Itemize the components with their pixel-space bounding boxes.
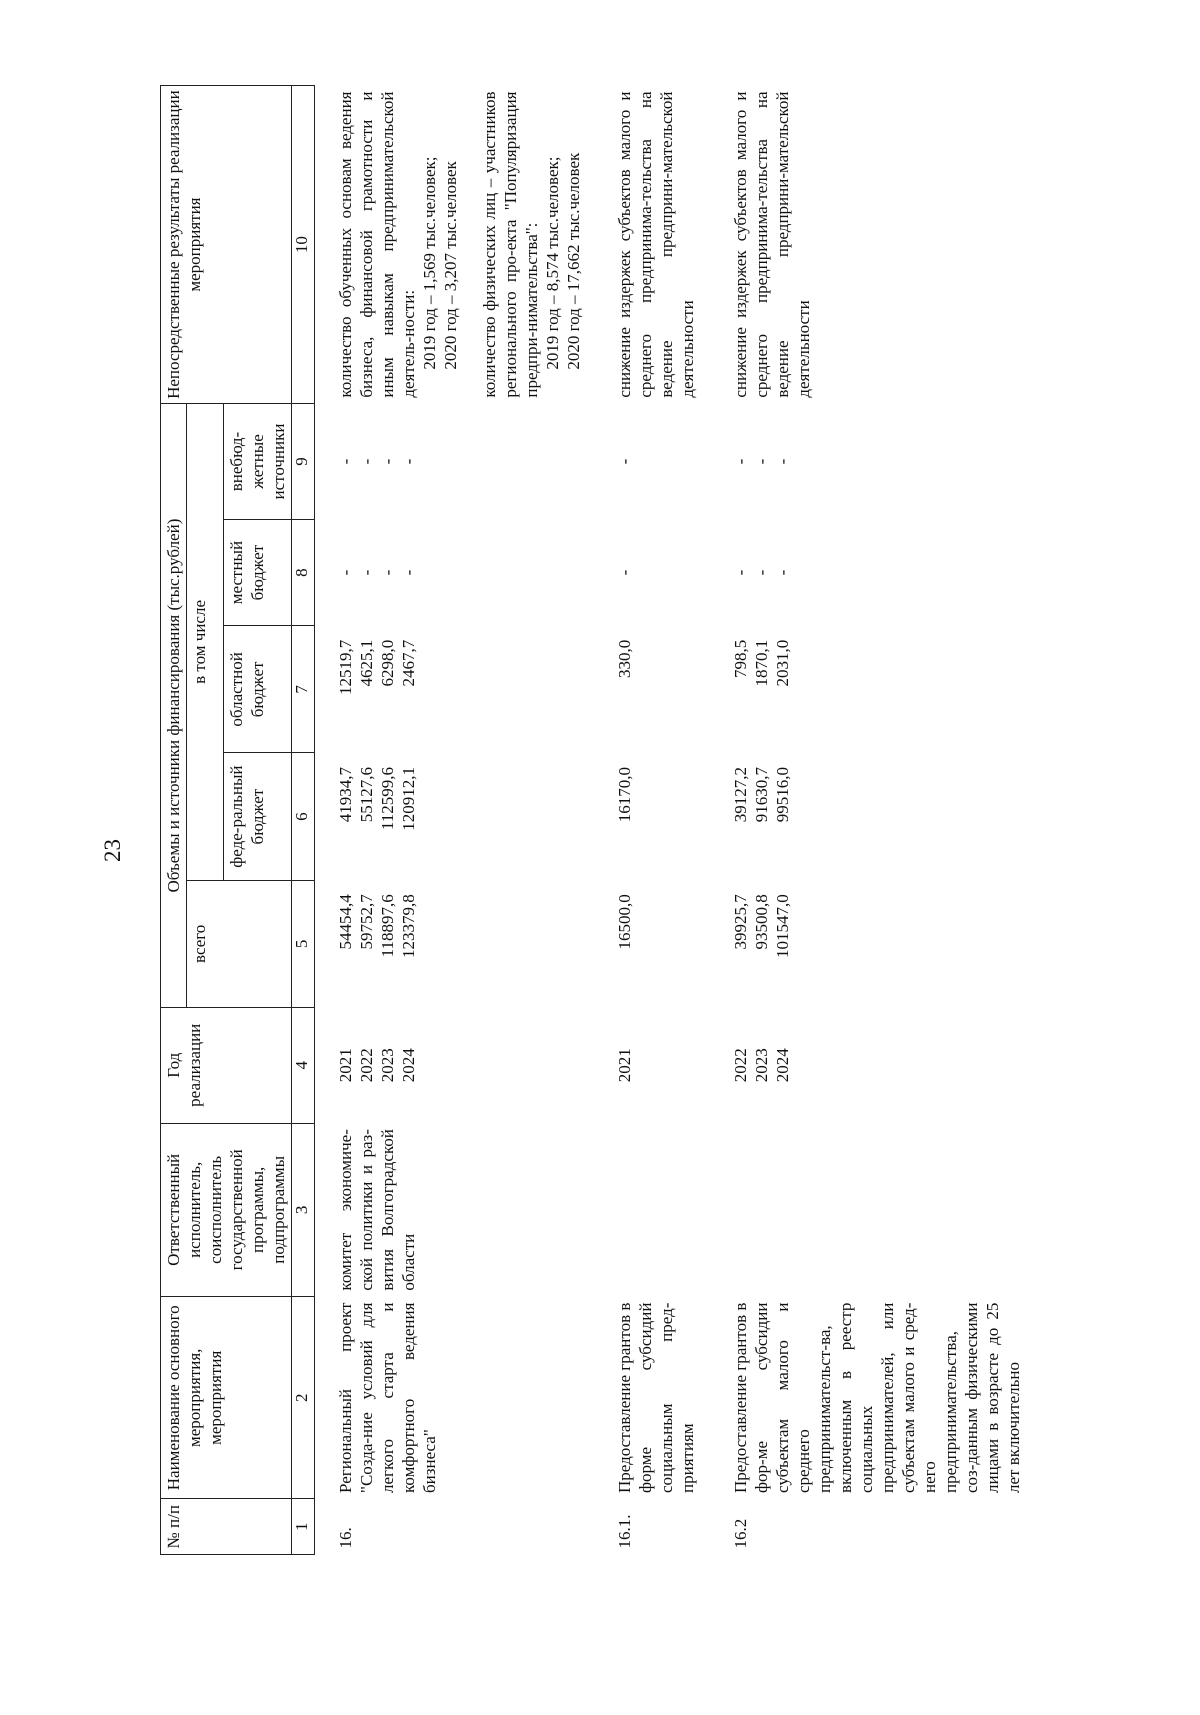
regional-value: 2031,0 [773, 639, 792, 687]
col-number: 8 [292, 519, 315, 625]
result-year-line: 2019 год – 1,569 тыс.человек; [420, 156, 439, 370]
year-value: 2021 [615, 1048, 634, 1083]
total-value: 59752,7 [357, 894, 376, 950]
year-value: 2021 [336, 1048, 355, 1083]
year-value: 2022 [357, 1048, 376, 1083]
row-regional [315, 626, 585, 753]
result-year-line: 2020 год – 17,662 тыс.человек [564, 152, 583, 370]
row-executor [698, 1123, 1024, 1296]
regional-value: 6298,0 [378, 639, 397, 687]
row-name: Предоставление грантов в форме субсидий социальным пред-приятиям [615, 1302, 697, 1493]
row-number: 16.2 [731, 1518, 750, 1549]
row-results: снижение издержек субъектов малого и среднего предпринима-тельства на ведение предприни-мательской деятельности [731, 91, 813, 398]
local-value: - [336, 569, 355, 576]
col-number: 1 [292, 1499, 315, 1555]
year-value: 2022 [731, 1048, 750, 1083]
header-total: всего [187, 880, 292, 1007]
table-row [315, 86, 585, 1555]
local-value: - [357, 569, 376, 576]
row-extra [584, 404, 698, 520]
row-number: 16. [336, 1527, 355, 1549]
result-text: количество физических лиц – участников регионального про-екта "Популяризация предпри-нимательства": [480, 91, 541, 398]
extra-value: - [399, 458, 418, 465]
row-executor: комитет экономиче-ской политики и раз-вития Волгоградской области [336, 1129, 418, 1291]
row-results [315, 86, 585, 404]
federal-value: 112599,6 [378, 767, 397, 831]
row-total [315, 880, 585, 1007]
row-extra [315, 404, 585, 520]
extra-value: - [357, 458, 376, 465]
local-value: - [399, 569, 418, 576]
total-value: 123379,8 [399, 894, 418, 958]
col-number: 5 [292, 880, 315, 1007]
extra-value: - [336, 458, 355, 465]
header-year: Год реализации [161, 1007, 292, 1123]
col-number: 2 [292, 1297, 315, 1499]
local-value: - [773, 569, 792, 576]
table-row [698, 86, 1024, 1555]
col-number: 3 [292, 1123, 315, 1296]
rotated-table-wrapper [160, 85, 1080, 1555]
federal-value: 16170,0 [615, 767, 634, 823]
total-value: 54454,4 [336, 894, 355, 950]
col-number: 9 [292, 404, 315, 520]
total-value: 101547,0 [773, 894, 792, 958]
header-local: местный бюджет [224, 519, 292, 625]
row-regional [698, 626, 1024, 753]
year-value: 2023 [378, 1048, 397, 1083]
federal-value: 39127,2 [731, 767, 750, 823]
federal-value: 99516,0 [773, 767, 792, 823]
header-num: № п/п [161, 1499, 292, 1555]
row-years [584, 1007, 698, 1123]
total-value: 118897,6 [378, 894, 397, 958]
header-regional: областной бюджет [224, 626, 292, 753]
row-federal [698, 753, 1024, 880]
regional-value: 1870,1 [752, 639, 771, 687]
regional-value: 12519,7 [336, 639, 355, 696]
extra-value: - [752, 458, 771, 465]
row-years [698, 1007, 1024, 1123]
federal-value: 91630,7 [752, 767, 771, 823]
row-number: 16.1. [615, 1514, 634, 1549]
result-year-line: 2020 год – 3,207 тыс.человек [441, 161, 460, 370]
local-value: - [731, 569, 750, 576]
result-text: количество обученных основам ведения бизнеса, финансовой грамотности и иным навыкам предпринимательской деятель-ности: [336, 91, 418, 398]
extra-value: - [731, 458, 750, 465]
header-name: Наименование основного мероприятия, мероприятия [161, 1297, 292, 1499]
extra-value: - [615, 458, 634, 465]
local-value: - [615, 569, 634, 576]
row-local [584, 519, 698, 625]
row-total [584, 880, 698, 1007]
federal-value: 55127,6 [357, 767, 376, 823]
year-value: 2024 [399, 1048, 418, 1083]
regional-value: 330,0 [615, 639, 634, 679]
row-results: снижение издержек субъектов малого и среднего предпринима-тельства на ведение предприни-мательской деятельности [615, 91, 697, 398]
row-executor [584, 1123, 698, 1296]
header-subgroup: в том числе [187, 404, 224, 881]
federal-value: 41934,7 [336, 767, 355, 823]
row-federal [315, 753, 585, 880]
year-value: 2023 [752, 1048, 771, 1083]
col-number: 4 [292, 1007, 315, 1123]
year-value: 2024 [773, 1048, 792, 1083]
extra-value: - [378, 458, 397, 465]
funding-table [160, 85, 1024, 1555]
row-name: Региональный проект "Созда-ние условий для легкого старта и комфортного ведения бизнеса" [336, 1302, 439, 1493]
row-regional [584, 626, 698, 753]
row-extra [698, 404, 1024, 520]
header-federal: феде-ральный бюджет [224, 753, 292, 880]
result-year-line: 2019 год – 8,574 тыс.человек; [543, 156, 562, 370]
row-total [698, 880, 1024, 1007]
row-name: Предоставление грантов в фор-ме субсидии субъектам малого и среднего предпринимательст-ва, включенным в реестр социальных предпринимателей, или субъектам малого и сред-него предпринимательства, соз-данным физическими лицами в возрасте до 25 лет включительно [731, 1302, 1023, 1493]
header-funding-group: Объемы и источники финансирования (тыс.рублей) [161, 404, 187, 1008]
col-number: 10 [292, 86, 315, 404]
row-local [698, 519, 1024, 625]
total-value: 93500,8 [752, 894, 771, 950]
federal-value: 120912,1 [399, 767, 418, 831]
col-number: 6 [292, 753, 315, 880]
row-federal [584, 753, 698, 880]
total-value: 16500,0 [615, 894, 634, 950]
local-value: - [378, 569, 397, 576]
table-row [584, 86, 698, 1555]
row-local [315, 519, 585, 625]
header-executor: Ответственный исполнитель, соисполнитель государственной программы, подпрограммы [161, 1123, 292, 1296]
result-spacer [461, 92, 479, 398]
regional-value: 4625,1 [357, 639, 376, 687]
total-value: 39925,7 [731, 894, 750, 950]
row-years [315, 1007, 585, 1123]
local-value: - [752, 569, 771, 576]
regional-value: 798,5 [731, 639, 750, 679]
header-results: Непосредственные результаты реализации мероприятия [161, 86, 292, 404]
header-extra: внебюд-жетные источники [224, 404, 292, 520]
col-number: 7 [292, 626, 315, 753]
page-number: 23 [100, 839, 125, 862]
regional-value: 2467,7 [399, 639, 418, 687]
extra-value: - [773, 458, 792, 465]
